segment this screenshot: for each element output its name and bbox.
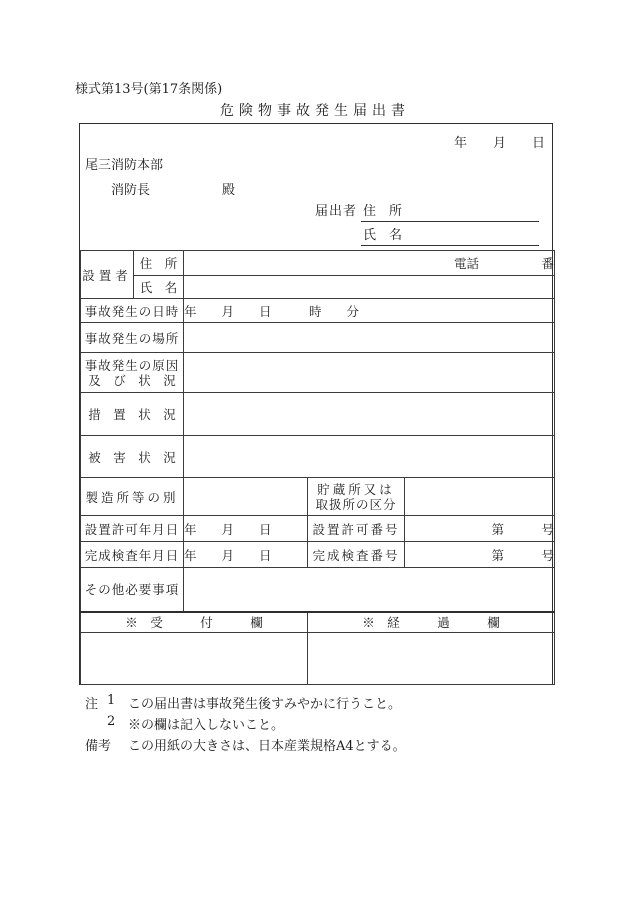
inspection-number-label: 完成検査番号 xyxy=(308,542,405,568)
honorific: 殿 xyxy=(222,183,236,198)
note-2-text: ※の欄は記入しないこと。 xyxy=(128,718,285,733)
reception-column-header: ※ 受 付 欄 xyxy=(81,612,308,633)
installer-name-label: 氏 名 xyxy=(134,276,184,299)
accident-datetime-label: 事故発生の日時 xyxy=(81,299,184,323)
inspection-date-value: 年 月 日 xyxy=(184,542,308,568)
measures-input-cell xyxy=(184,393,555,436)
installer-name-input-cell xyxy=(184,276,555,299)
fire-department-name: 尾三消防本部 xyxy=(85,158,164,173)
other-items-label: その他必要事項 xyxy=(81,568,184,612)
notifier-fields xyxy=(361,198,539,246)
permit-date-value: 年 月 日 xyxy=(184,516,308,542)
table-row xyxy=(81,568,555,612)
remark-label: 備考 xyxy=(85,739,112,754)
note-1 xyxy=(85,693,555,714)
remark xyxy=(85,735,555,756)
progress-column-header: ※ 経 過 欄 xyxy=(308,612,555,633)
form-number: 様式第13号(第17条関係) xyxy=(75,82,223,97)
table-row xyxy=(81,393,555,436)
installer-address-input-cell: 電話 番 xyxy=(184,251,555,276)
notes-section xyxy=(85,693,555,756)
accident-cause-label-line2: 及 び 状 況 xyxy=(88,372,176,388)
permit-number-label: 設置許可番号 xyxy=(308,516,405,542)
form-table xyxy=(80,250,555,685)
accident-cause-label xyxy=(81,353,184,393)
table-row xyxy=(81,276,555,299)
table-row xyxy=(81,251,555,276)
table-row xyxy=(81,478,555,516)
accident-place-input-cell xyxy=(184,323,555,353)
table-row xyxy=(81,353,555,393)
table-row xyxy=(81,516,555,542)
form-box xyxy=(79,123,553,685)
installer-label-cell: 設置者 xyxy=(81,251,134,299)
fire-chief-line xyxy=(111,179,235,198)
notifier-address-label: 住 所 xyxy=(363,204,403,219)
storage-category-label-line2: 取扱所の区分 xyxy=(315,496,397,512)
form-title: 危険物事故発生届出書 xyxy=(220,103,410,119)
fire-chief-label: 消防長 xyxy=(111,183,151,198)
note-label: 注 xyxy=(85,697,99,712)
installer-address-label: 住 所 xyxy=(134,251,184,276)
remark-text: この用紙の大きさは、日本産業規格A4とする。 xyxy=(128,739,406,754)
table-row xyxy=(81,542,555,568)
accident-datetime-value: 年 月 日 時 分 xyxy=(184,299,555,323)
note-2-number: 2 xyxy=(107,714,116,729)
measures-label: 措 置 状 況 xyxy=(81,393,184,436)
inspection-date-label: 完成検査年月日 xyxy=(81,542,184,568)
storage-category-label xyxy=(308,478,405,516)
progress-column-cell xyxy=(308,633,555,685)
table-row xyxy=(81,436,555,478)
form-header-area xyxy=(80,124,552,250)
storage-category-input-cell xyxy=(405,478,555,516)
table-row xyxy=(81,612,555,633)
note-2 xyxy=(85,714,555,735)
issue-date: 年 月 日 xyxy=(453,136,545,151)
damage-input-cell xyxy=(184,436,555,478)
other-items-input-cell xyxy=(184,568,555,612)
accident-place-label: 事故発生の場所 xyxy=(81,323,184,353)
note-1-text: この届出書は事故発生後すみやかに行うこと。 xyxy=(128,697,402,712)
damage-label: 被 害 状 況 xyxy=(81,436,184,478)
permit-number-value: 第 号 xyxy=(405,516,555,542)
facility-type-label: 製造所等の別 xyxy=(81,478,184,516)
permit-date-label: 設置許可年月日 xyxy=(81,516,184,542)
notifier-address-field xyxy=(361,198,539,222)
inspection-number-value: 第 号 xyxy=(405,542,555,568)
notifier-block xyxy=(315,198,539,246)
table-row xyxy=(81,323,555,353)
table-row xyxy=(81,299,555,323)
notifier-label: 届出者 xyxy=(315,204,358,219)
accident-cause-label-line1: 事故発生の原因 xyxy=(84,357,180,373)
reception-column-cell xyxy=(81,633,308,685)
accident-cause-input-cell xyxy=(184,353,555,393)
notifier-name-field xyxy=(361,222,539,246)
notifier-name-label: 氏 名 xyxy=(363,228,403,243)
facility-type-input-cell xyxy=(184,478,308,516)
table-row xyxy=(81,633,555,685)
note-1-number: 1 xyxy=(107,693,116,708)
storage-category-label-line1: 貯蔵所又は xyxy=(317,481,395,497)
